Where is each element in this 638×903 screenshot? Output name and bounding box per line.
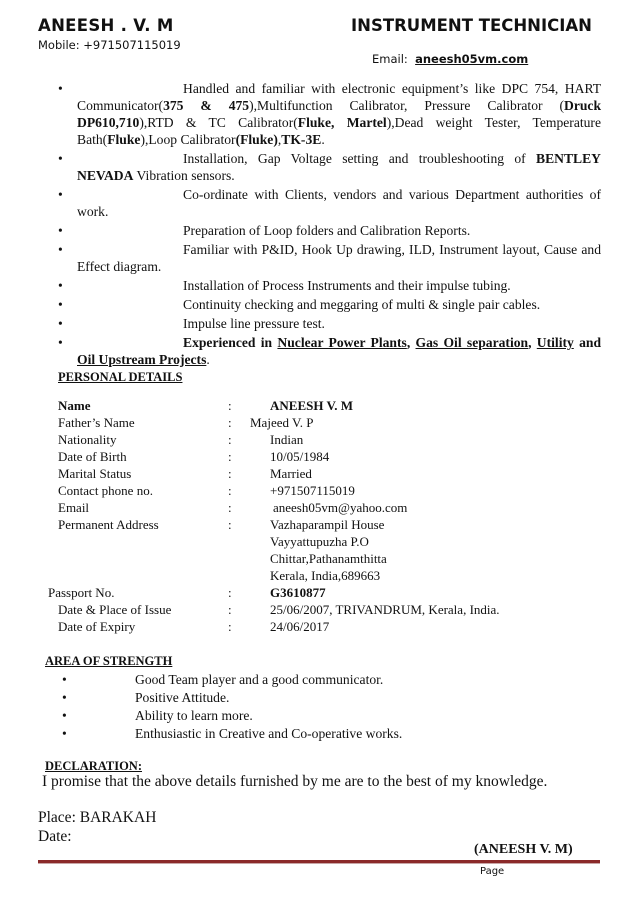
place-line: Place: BARAKAH bbox=[38, 809, 157, 826]
duty-text: Installation, Gap Voltage setting and troubleshooting of BENTLEY NEVADA Vibration sensors. bbox=[77, 151, 601, 183]
bullet-icon: • bbox=[58, 278, 63, 293]
declaration-heading: DECLARATION: bbox=[45, 759, 142, 773]
bullet-icon: • bbox=[58, 187, 63, 202]
duty-item bbox=[60, 334, 601, 368]
signature-name: (ANEESH V. M) bbox=[474, 842, 573, 857]
detail-value: 24/06/2017 bbox=[270, 619, 330, 634]
detail-colon: : bbox=[228, 466, 232, 481]
strength-list bbox=[62, 671, 402, 743]
date-line: Date: bbox=[38, 828, 72, 845]
detail-value: +971507115019 bbox=[270, 483, 355, 498]
strength-text: Enthusiastic in Creative and Co-operative works. bbox=[135, 726, 403, 741]
strength-item bbox=[62, 725, 402, 743]
duties-list bbox=[60, 80, 601, 370]
email-link[interactable]: aneesh05vm.com bbox=[415, 52, 529, 66]
bullet-icon: • bbox=[58, 335, 63, 350]
duty-text: Preparation of Loop folders and Calibration Reports. bbox=[183, 223, 471, 238]
duty-text: Co-ordinate with Clients, vendors and various Department authorities of work. bbox=[77, 187, 601, 219]
footer-divider bbox=[38, 860, 600, 864]
duty-item bbox=[60, 241, 601, 275]
bullet-icon: • bbox=[62, 726, 67, 741]
detail-colon: : bbox=[228, 483, 232, 498]
strength-text: Ability to learn more. bbox=[135, 708, 253, 723]
bullet-icon: • bbox=[58, 242, 63, 257]
strength-item bbox=[62, 671, 402, 689]
duty-item bbox=[60, 186, 601, 220]
detail-value: Kerala, India,689663 bbox=[270, 568, 381, 583]
page-label: Page bbox=[480, 866, 505, 877]
detail-label: Date of Expiry bbox=[58, 619, 136, 634]
detail-label: Father’s Name bbox=[58, 415, 135, 430]
detail-colon: : bbox=[228, 500, 232, 515]
detail-colon: : bbox=[228, 602, 232, 617]
detail-value: ANEESH V. M bbox=[270, 398, 353, 413]
detail-colon: : bbox=[228, 585, 232, 600]
detail-label: Passport No. bbox=[48, 585, 115, 600]
detail-label: Date & Place of Issue bbox=[58, 602, 172, 617]
declaration-text: I promise that the above details furnished by me are to the best of my knowledge. bbox=[42, 773, 548, 790]
duty-item bbox=[60, 80, 601, 148]
detail-value: Majeed V. P bbox=[250, 415, 314, 430]
bullet-icon: • bbox=[58, 151, 63, 166]
detail-colon: : bbox=[228, 517, 232, 532]
bullet-icon: • bbox=[62, 672, 67, 687]
detail-label: Date of Birth bbox=[58, 449, 127, 464]
detail-value: Chittar,Pathanamthitta bbox=[270, 551, 387, 566]
duty-text: Impulse line pressure test. bbox=[183, 316, 325, 331]
personal-details-heading: PERSONAL DETAILS bbox=[58, 370, 183, 384]
area-of-strength-heading: AREA OF STRENGTH bbox=[45, 654, 173, 668]
duty-text: Installation of Process Instruments and their impulse tubing. bbox=[183, 278, 511, 293]
detail-value: 25/06/2007, TRIVANDRUM, Kerala, India. bbox=[270, 602, 500, 617]
detail-label: Nationality bbox=[58, 432, 117, 447]
email-line bbox=[372, 52, 528, 66]
duty-item bbox=[60, 277, 601, 294]
duty-text: Handled and familiar with electronic equipment’s like DPC 754, HART Communicator(375 & 475),Multifunction Calibrator, Pressure Calibrator (Druck DP610,710),RTD & TC Calibrator(Fluke, Martel),Dead weight Tester, Temperature Bath(Fluke),Loop Calibrator(Fluke),TK-3E. bbox=[77, 81, 602, 147]
detail-colon: : bbox=[228, 619, 232, 634]
job-title: INSTRUMENT TECHNICIAN bbox=[351, 16, 592, 35]
detail-colon: : bbox=[228, 415, 232, 430]
email-label: Email: bbox=[372, 52, 408, 66]
detail-colon: : bbox=[228, 432, 232, 447]
detail-value: Married bbox=[270, 466, 312, 481]
detail-value: Vayyattupuzha P.O bbox=[270, 534, 369, 549]
bullet-icon: • bbox=[62, 708, 67, 723]
duty-text: Familiar with P&ID, Hook Up drawing, ILD, Instrument layout, Cause and Effect diagram. bbox=[77, 242, 601, 274]
detail-value: Indian bbox=[270, 432, 304, 447]
detail-label: Contact phone no. bbox=[58, 483, 153, 498]
candidate-name: ANEESH . V. M bbox=[38, 16, 174, 35]
strength-item bbox=[62, 689, 402, 707]
strength-text: Good Team player and a good communicator. bbox=[135, 672, 384, 687]
bullet-icon: • bbox=[58, 316, 63, 331]
detail-label: Marital Status bbox=[58, 466, 132, 481]
duty-item bbox=[60, 222, 601, 239]
detail-label: Permanent Address bbox=[58, 517, 159, 532]
strength-text: Positive Attitude. bbox=[135, 690, 230, 705]
strength-item bbox=[62, 707, 402, 725]
detail-colon: : bbox=[228, 398, 232, 413]
detail-label: Email bbox=[58, 500, 90, 515]
bullet-icon: • bbox=[58, 297, 63, 312]
duty-item bbox=[60, 150, 601, 184]
mobile-number: Mobile: +971507115019 bbox=[38, 38, 181, 52]
detail-value: G3610877 bbox=[270, 585, 326, 600]
detail-value: Vazhaparampil House bbox=[270, 517, 385, 532]
duty-item bbox=[60, 315, 601, 332]
bullet-icon: • bbox=[58, 223, 63, 238]
duty-text: Continuity checking and meggaring of multi & single pair cables. bbox=[183, 297, 541, 312]
bullet-icon: • bbox=[58, 81, 63, 96]
detail-label: Name bbox=[58, 398, 91, 413]
duty-item bbox=[60, 296, 601, 313]
detail-value: aneesh05vm@yahoo.com bbox=[273, 500, 408, 515]
detail-colon: : bbox=[228, 449, 232, 464]
bullet-icon: • bbox=[62, 690, 67, 705]
detail-value: 10/05/1984 bbox=[270, 449, 330, 464]
duty-text: Experienced in Nuclear Power Plants, Gas Oil separation, Utility and Oil Upstream Projects. bbox=[77, 335, 602, 367]
